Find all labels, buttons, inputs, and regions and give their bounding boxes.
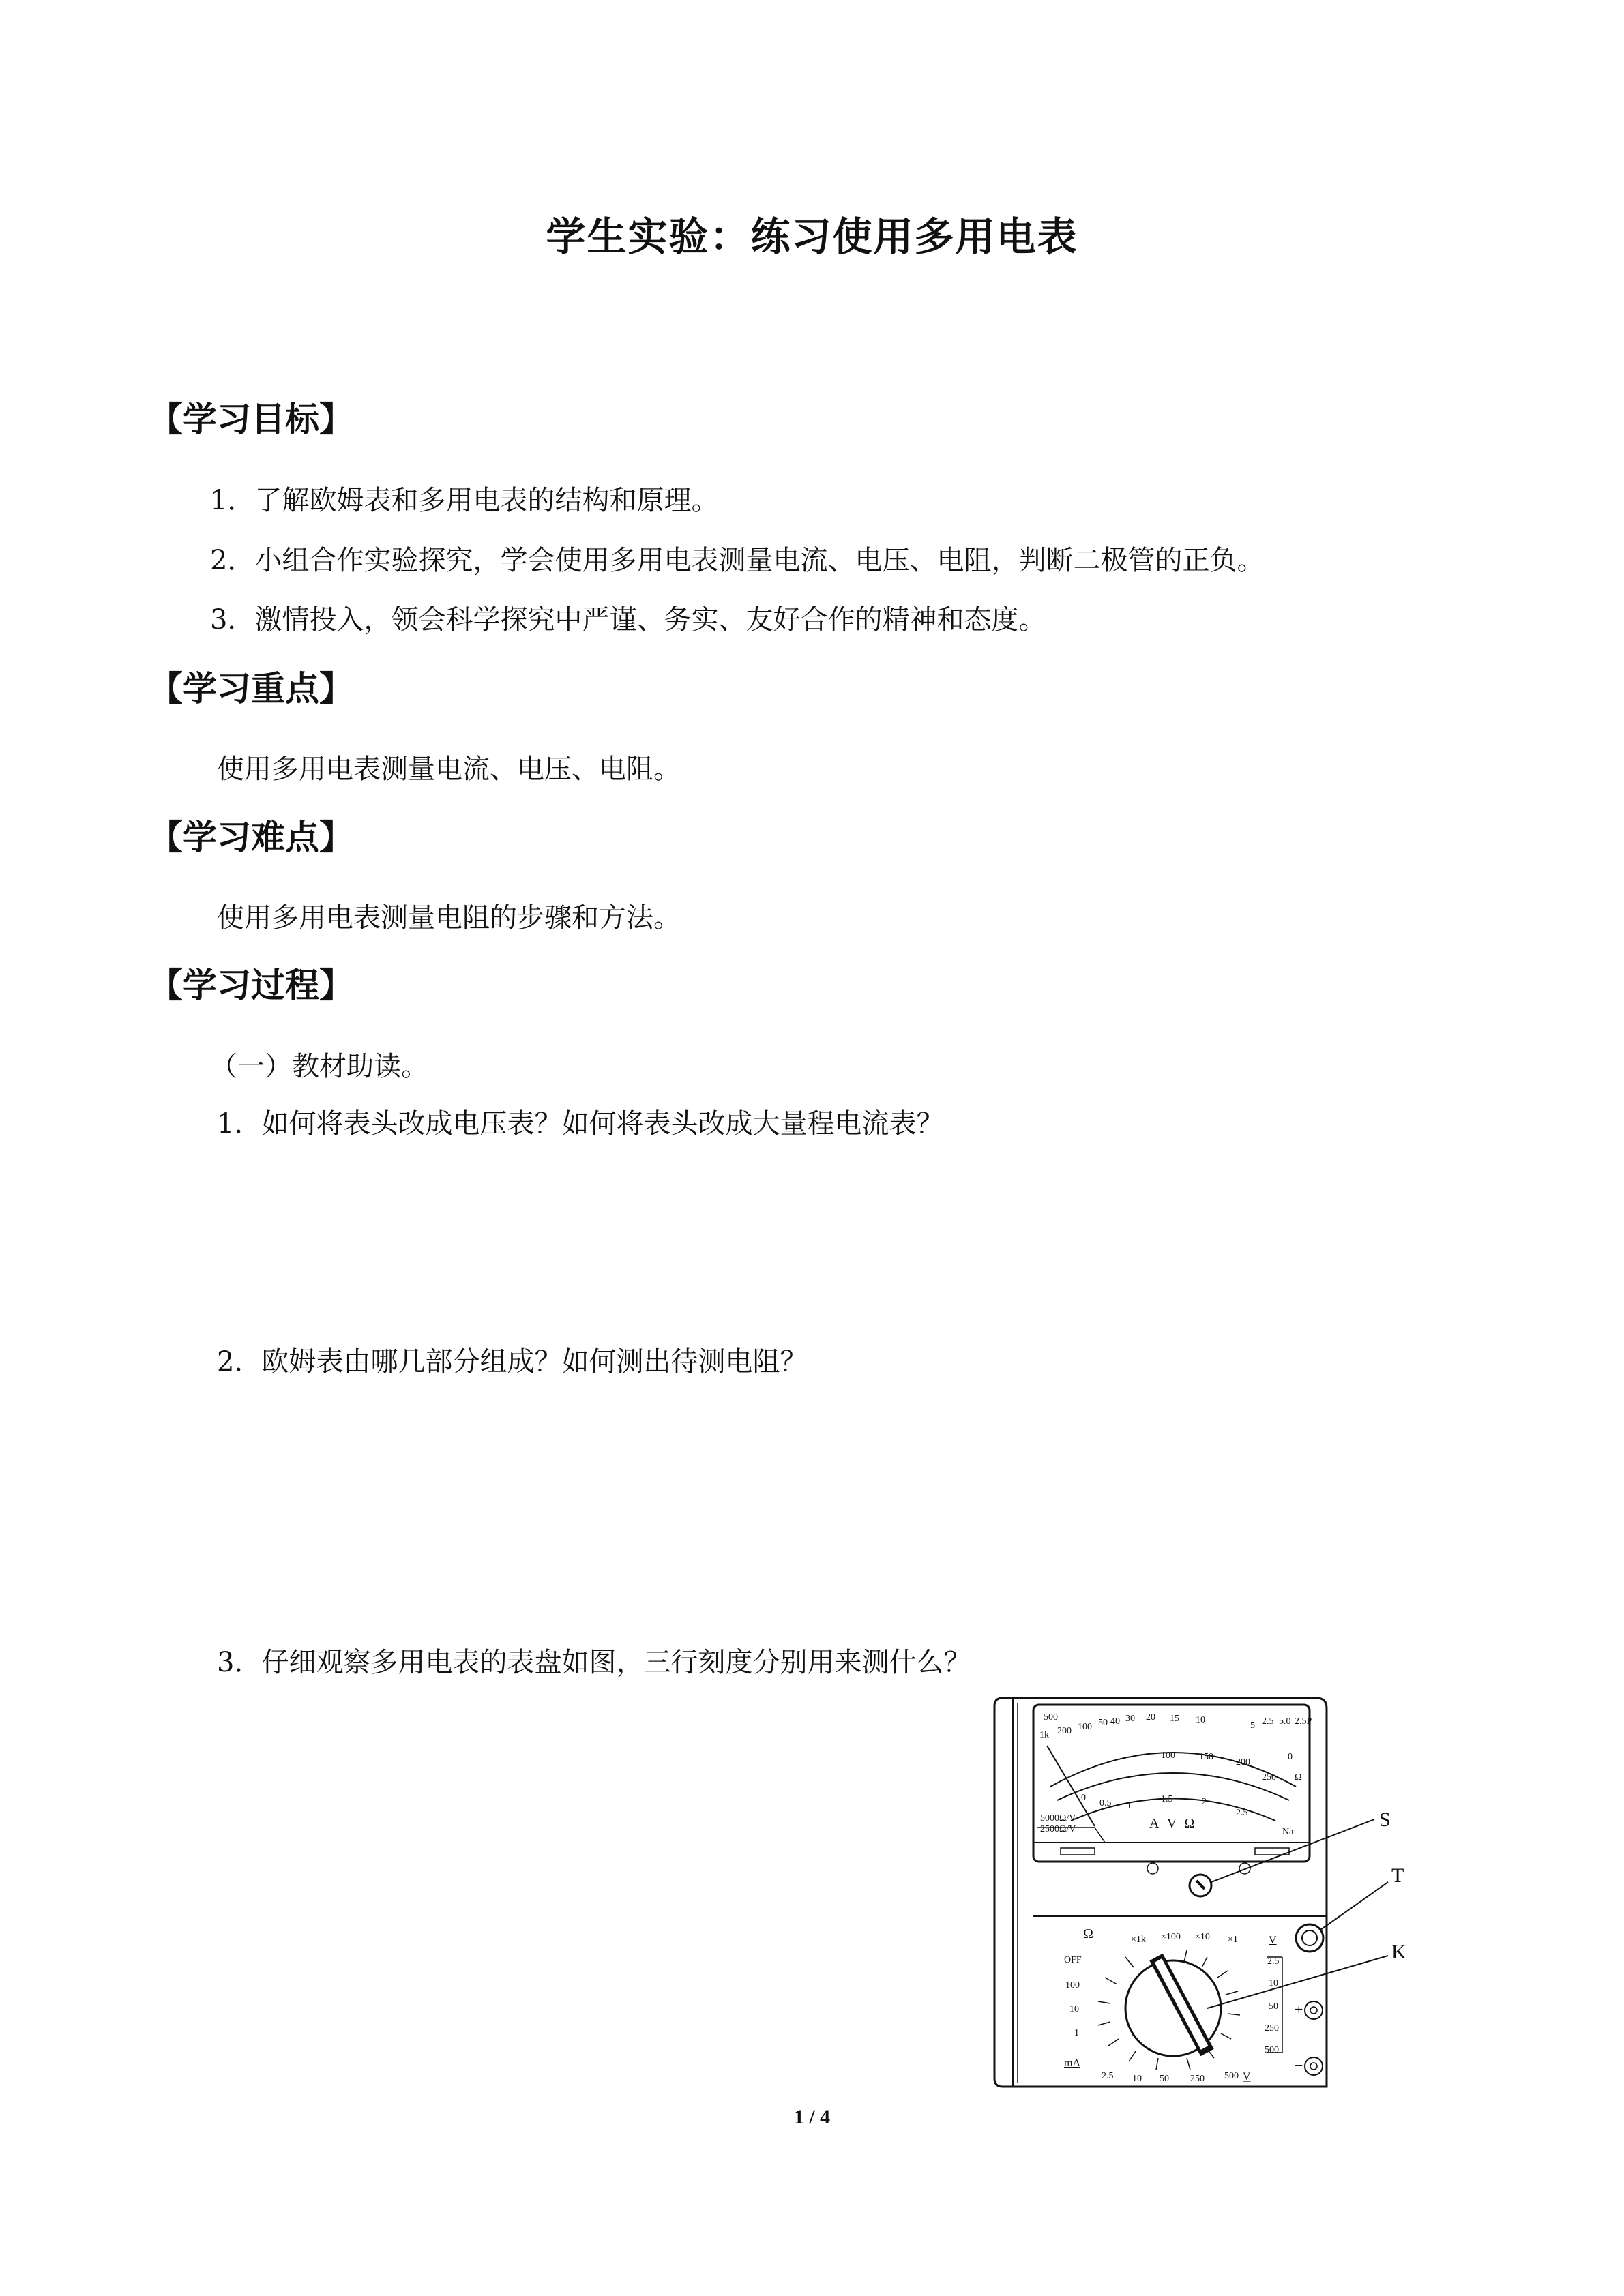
v-right-2.5: 2.5 <box>1267 1956 1280 1967</box>
dc-scale-label-2.5: 2.5 <box>1236 1808 1248 1818</box>
ohm-range-1k: ×1k <box>1131 1935 1146 1945</box>
goal-item-3: 3．激情投入，领会科学探究中严谨、务实、友好合作的精神和态度。 <box>210 604 1046 636</box>
question-3: 3．仔细观察多用电表的表盘如图，三行刻度分别用来测什么？ <box>217 1647 971 1678</box>
difficulties-text: 使用多用电表测量电阻的步骤和方法。 <box>217 902 681 934</box>
v-bottom-label: V <box>1243 2071 1251 2083</box>
goal-item-2: 2．小组合作实验探究，学会使用多用电表测量电流、电压、电阻，判断二极管的正负。 <box>210 545 1265 576</box>
v-right-label: V <box>1269 1935 1277 1946</box>
question-2: 2．欧姆表由哪几部分组成？如何测出待测电阻？ <box>217 1346 808 1377</box>
ma-range-10: 10 <box>1069 2004 1079 2014</box>
dc-scale-label-1: 1 <box>1127 1801 1132 1811</box>
sensitivity-label-1: 5000Ω/V <box>1040 1813 1076 1823</box>
ma-label: mA <box>1064 2057 1080 2069</box>
ohm-scale-label-40: 40 <box>1110 1716 1120 1727</box>
ohm-scale-label-1k: 1k <box>1039 1730 1049 1740</box>
scale-ohm-unit: Ω <box>1295 1772 1302 1783</box>
callout-t: T <box>1391 1864 1404 1887</box>
ohm-scale-label-100: 100 <box>1078 1722 1092 1732</box>
process-subheading: （一）教材助读。 <box>210 1051 428 1082</box>
ohm-scale-label-0: 0 <box>1288 1752 1293 1762</box>
minus-terminal-label: − <box>1295 2057 1303 2074</box>
ohm-scale-label-15: 15 <box>1170 1714 1179 1724</box>
section-heading-goals: 【学习目标】 <box>149 400 353 439</box>
na-label: Na <box>1282 1827 1294 1837</box>
v-bottom-50: 50 <box>1160 2074 1169 2084</box>
dc-scale-label-0: 0 <box>1081 1793 1086 1803</box>
scale-mid-label-150: 150 <box>1199 1752 1213 1762</box>
page-title: 学生实验：练习使用多用电表 <box>546 213 1078 260</box>
v-right-500: 500 <box>1265 2045 1279 2055</box>
question-1: 1．如何将表头改成电压表？如何将表头改成大量程电流表？ <box>217 1108 944 1139</box>
dc-scale-label-0.5: 0.5 <box>1099 1798 1112 1808</box>
ohm-scale-label-200: 200 <box>1057 1726 1072 1736</box>
scale-mid-label-100: 100 <box>1161 1750 1175 1761</box>
v-bottom-2.5: 2.5 <box>1102 2071 1114 2081</box>
key-points-text: 使用多用电表测量电流、电压、电阻。 <box>217 754 681 785</box>
section-heading-key-points: 【学习重点】 <box>149 669 353 709</box>
v-bottom-250: 250 <box>1190 2074 1205 2084</box>
ac-scale-label-2: 5.0 <box>1279 1716 1291 1727</box>
ohm-scale-label-500: 500 <box>1044 1712 1058 1723</box>
goal-item-1: 1．了解欧姆表和多用电表的结构和原理。 <box>210 485 719 516</box>
ohm-range-100: ×100 <box>1161 1932 1181 1942</box>
ohm-scale-label-20: 20 <box>1146 1712 1155 1723</box>
ohm-scale-label-30: 30 <box>1125 1714 1135 1724</box>
ohm-scale-label-10: 10 <box>1196 1715 1205 1725</box>
sensitivity-label-2: 2500Ω/V <box>1040 1824 1076 1834</box>
section-heading-difficulties: 【学习难点】 <box>149 818 353 857</box>
callout-s: S <box>1379 1808 1391 1831</box>
v-bottom-500: 500 <box>1224 2071 1239 2081</box>
off-label: OFF <box>1064 1955 1082 1965</box>
dc-scale-label-2: 2 <box>1202 1797 1207 1807</box>
v-bottom-10: 10 <box>1132 2074 1142 2084</box>
v-right-10: 10 <box>1269 1978 1278 1988</box>
v-right-50: 50 <box>1269 2001 1278 2012</box>
callout-k: K <box>1391 1941 1406 1963</box>
ma-range-1: 1 <box>1074 2028 1079 2038</box>
scale-mid-label-200: 200 <box>1236 1757 1250 1768</box>
ohm-range-1: ×1 <box>1228 1935 1238 1945</box>
ac-scale-label-3: 2.5P <box>1295 1716 1312 1727</box>
ohm-range-symbol: Ω <box>1083 1926 1093 1941</box>
page-number: 1 / 4 <box>793 2106 831 2128</box>
multimeter-figure <box>982 1684 1432 2093</box>
ohm-scale-label-50: 50 <box>1098 1718 1108 1728</box>
dc-scale-label-1.5: 1.5 <box>1161 1794 1173 1804</box>
ma-range-100: 100 <box>1065 1980 1080 1991</box>
section-heading-process: 【学习过程】 <box>149 966 353 1005</box>
plus-terminal-label: + <box>1295 2001 1303 2018</box>
ac-scale-label-1: 2.5 <box>1262 1716 1274 1727</box>
v-right-250: 250 <box>1265 2023 1279 2033</box>
scale-mid-label-250: 250 <box>1262 1772 1276 1783</box>
ohm-range-10: ×10 <box>1195 1932 1210 1942</box>
dial-unit-label: A−V−Ω <box>1149 1816 1195 1831</box>
ohm-scale-label-5: 5 <box>1250 1720 1255 1731</box>
